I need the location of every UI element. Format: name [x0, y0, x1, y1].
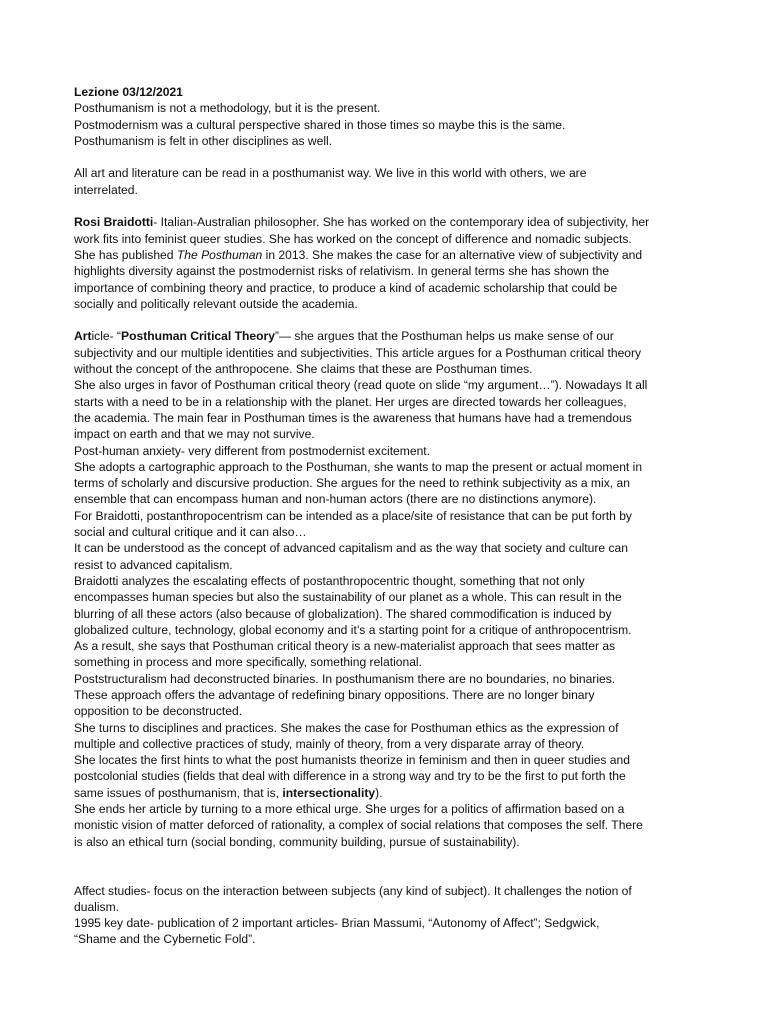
text-line: Postmodernism was a cultural perspective shared in those times so maybe this is the same.	[74, 117, 566, 132]
text-line: ensemble that can encompass human and non-human actors (there are no distinctions anymore).	[74, 492, 597, 507]
text-line: highlights diversity against the postmodernist risks of relativism. In general terms she has shown the	[74, 264, 610, 279]
text-line: Posthumanism is felt in other disciplines as well.	[74, 133, 333, 148]
text-line: She adopts a cartographic approach to the Posthuman, she wants to map the present or actual moment in	[74, 459, 643, 474]
text-line: For Braidotti, postanthropocentrism can be intended as a place/site of resistance that can be put forth by	[74, 508, 632, 523]
text-line: subjectivity and our multiple identities and subjectivities. This article argues for a Posthuman critical theory	[74, 345, 642, 360]
text-line: She locates the first hints to what the post humanists theorize in feminism and then in queer studies and	[74, 753, 630, 768]
text-line: “Shame and the Cybernetic Fold”.	[74, 932, 256, 947]
text-line: She also urges in favor of Posthuman critical theory (read quote on slide “my argument…”). Nowadays It all	[74, 378, 648, 393]
text-line: same issues of posthumanism, that is, intersectionality).	[74, 785, 383, 800]
text-line: As a result, she says that Posthuman critical theory is a new-materialist approach that sees matter as	[74, 639, 616, 654]
text-line: Poststructuralism had deconstructed binaries. In posthumanism there are no boundaries, no binaries.	[74, 671, 616, 686]
document-page	[74, 84, 694, 948]
lesson-title: Lezione 03/12/2021	[74, 85, 183, 99]
author-name: Rosi Braidotti	[74, 215, 154, 230]
text-line: without the concept of the anthropocene. She claims that these are Posthuman times.	[74, 362, 533, 377]
text-line: Affect studies- focus on the interaction between subjects (any kind of subject). It challenges the notion of	[74, 883, 632, 898]
text-line: is also an ethical turn (social bonding, community building, pursue of sustainability).	[74, 834, 520, 849]
text-line: something in process and more specifically, something relational.	[74, 655, 422, 670]
text-line: blurring of all these actors (also because of globalization). The shared commodification is induced by	[74, 606, 612, 621]
text-line: She turns to disciplines and practices. She makes the case for Posthuman ethics as the expression of	[74, 720, 619, 735]
text-line: importance of combining theory and practice, to produce a kind of academic scholarship that could be	[74, 280, 618, 295]
braidotti-heading-line: Rosi Braidotti- Italian-Australian philosopher. She has worked on the contemporary idea of subjectivity, her	[74, 215, 650, 230]
article-heading-line: Article- “Posthuman Critical Theory”— she argues that the Posthuman helps us make sense of our	[74, 329, 614, 344]
text-line: globalized culture, technology, global economy and it’s a starting point for a critique of anthropocentrism.	[74, 622, 632, 637]
text-line: It can be understood as the concept of advanced capitalism and as the way that society and culture can	[74, 541, 628, 556]
text-line: the academia. The main fear in Posthuman times is the awareness that humans have had a tremendous	[74, 410, 632, 425]
text-line: socially and politically relevant outside the academia.	[74, 296, 358, 311]
text-line: monistic vision of matter deforced of rationality, a complex of social relations that composes the self. There	[74, 818, 643, 833]
text-line: work fits into feminist queer studies. She has worked on the concept of difference and nomadic subjects.	[74, 231, 632, 246]
text-line: Post-human anxiety- very different from postmodernist excitement.	[74, 443, 431, 458]
text-line: resist to advanced capitalism.	[74, 557, 233, 572]
text-line: multiple and collective practices of study, mainly of theory, from a very disparate array of theory.	[74, 736, 585, 751]
text-line: She has published The Posthuman in 2013. She makes the case for an alternative view of subjectivity and	[74, 247, 643, 262]
text-line: Braidotti analyzes the escalating effects of postanthropocentric thought, something that not only	[74, 573, 585, 588]
text-line: opposition to be deconstructed.	[74, 704, 243, 719]
text-line: All art and literature can be read in a posthumanist way. We live in this world with others, we are	[74, 166, 587, 181]
text-line: dualism.	[74, 899, 120, 914]
text-line: postcolonial studies (fields that deal with difference in a strong way and try to be the first to put forth the	[74, 769, 626, 784]
text-line: These approach offers the advantage of redefining binary oppositions. There are no longer binary	[74, 687, 595, 702]
text-line: impact on earth and that we may not survive.	[74, 427, 315, 442]
text-line: starts with a need to be in a relationship with the planet. Her urges are directed towards her colleagues,	[74, 394, 627, 409]
intersectionality-term: intersectionality	[282, 785, 376, 800]
text-line: social and cultural critique and it can also…	[74, 525, 307, 540]
book-title: The Posthuman	[176, 247, 263, 262]
text-line: encompasses human species but also the sustainability of our planet as a whole. This can result in the	[74, 590, 622, 605]
text-line: She ends her article by turning to a more ethical urge. She urges for a politics of affirmation based on a	[74, 802, 625, 817]
text-line: Posthumanism is not a methodology, but it is the present.	[74, 101, 381, 116]
text-line: terms of scholarly and discursive production. She argues for the need to rethink subjectivity as a mix, an	[74, 476, 630, 491]
text-line: interrelated.	[74, 182, 138, 197]
article-title: Posthuman Critical Theory	[121, 329, 275, 344]
text-line: 1995 key date- publication of 2 important articles- Brian Massumi, “Autonomy of Affect”; Sedgwick,	[74, 916, 600, 931]
